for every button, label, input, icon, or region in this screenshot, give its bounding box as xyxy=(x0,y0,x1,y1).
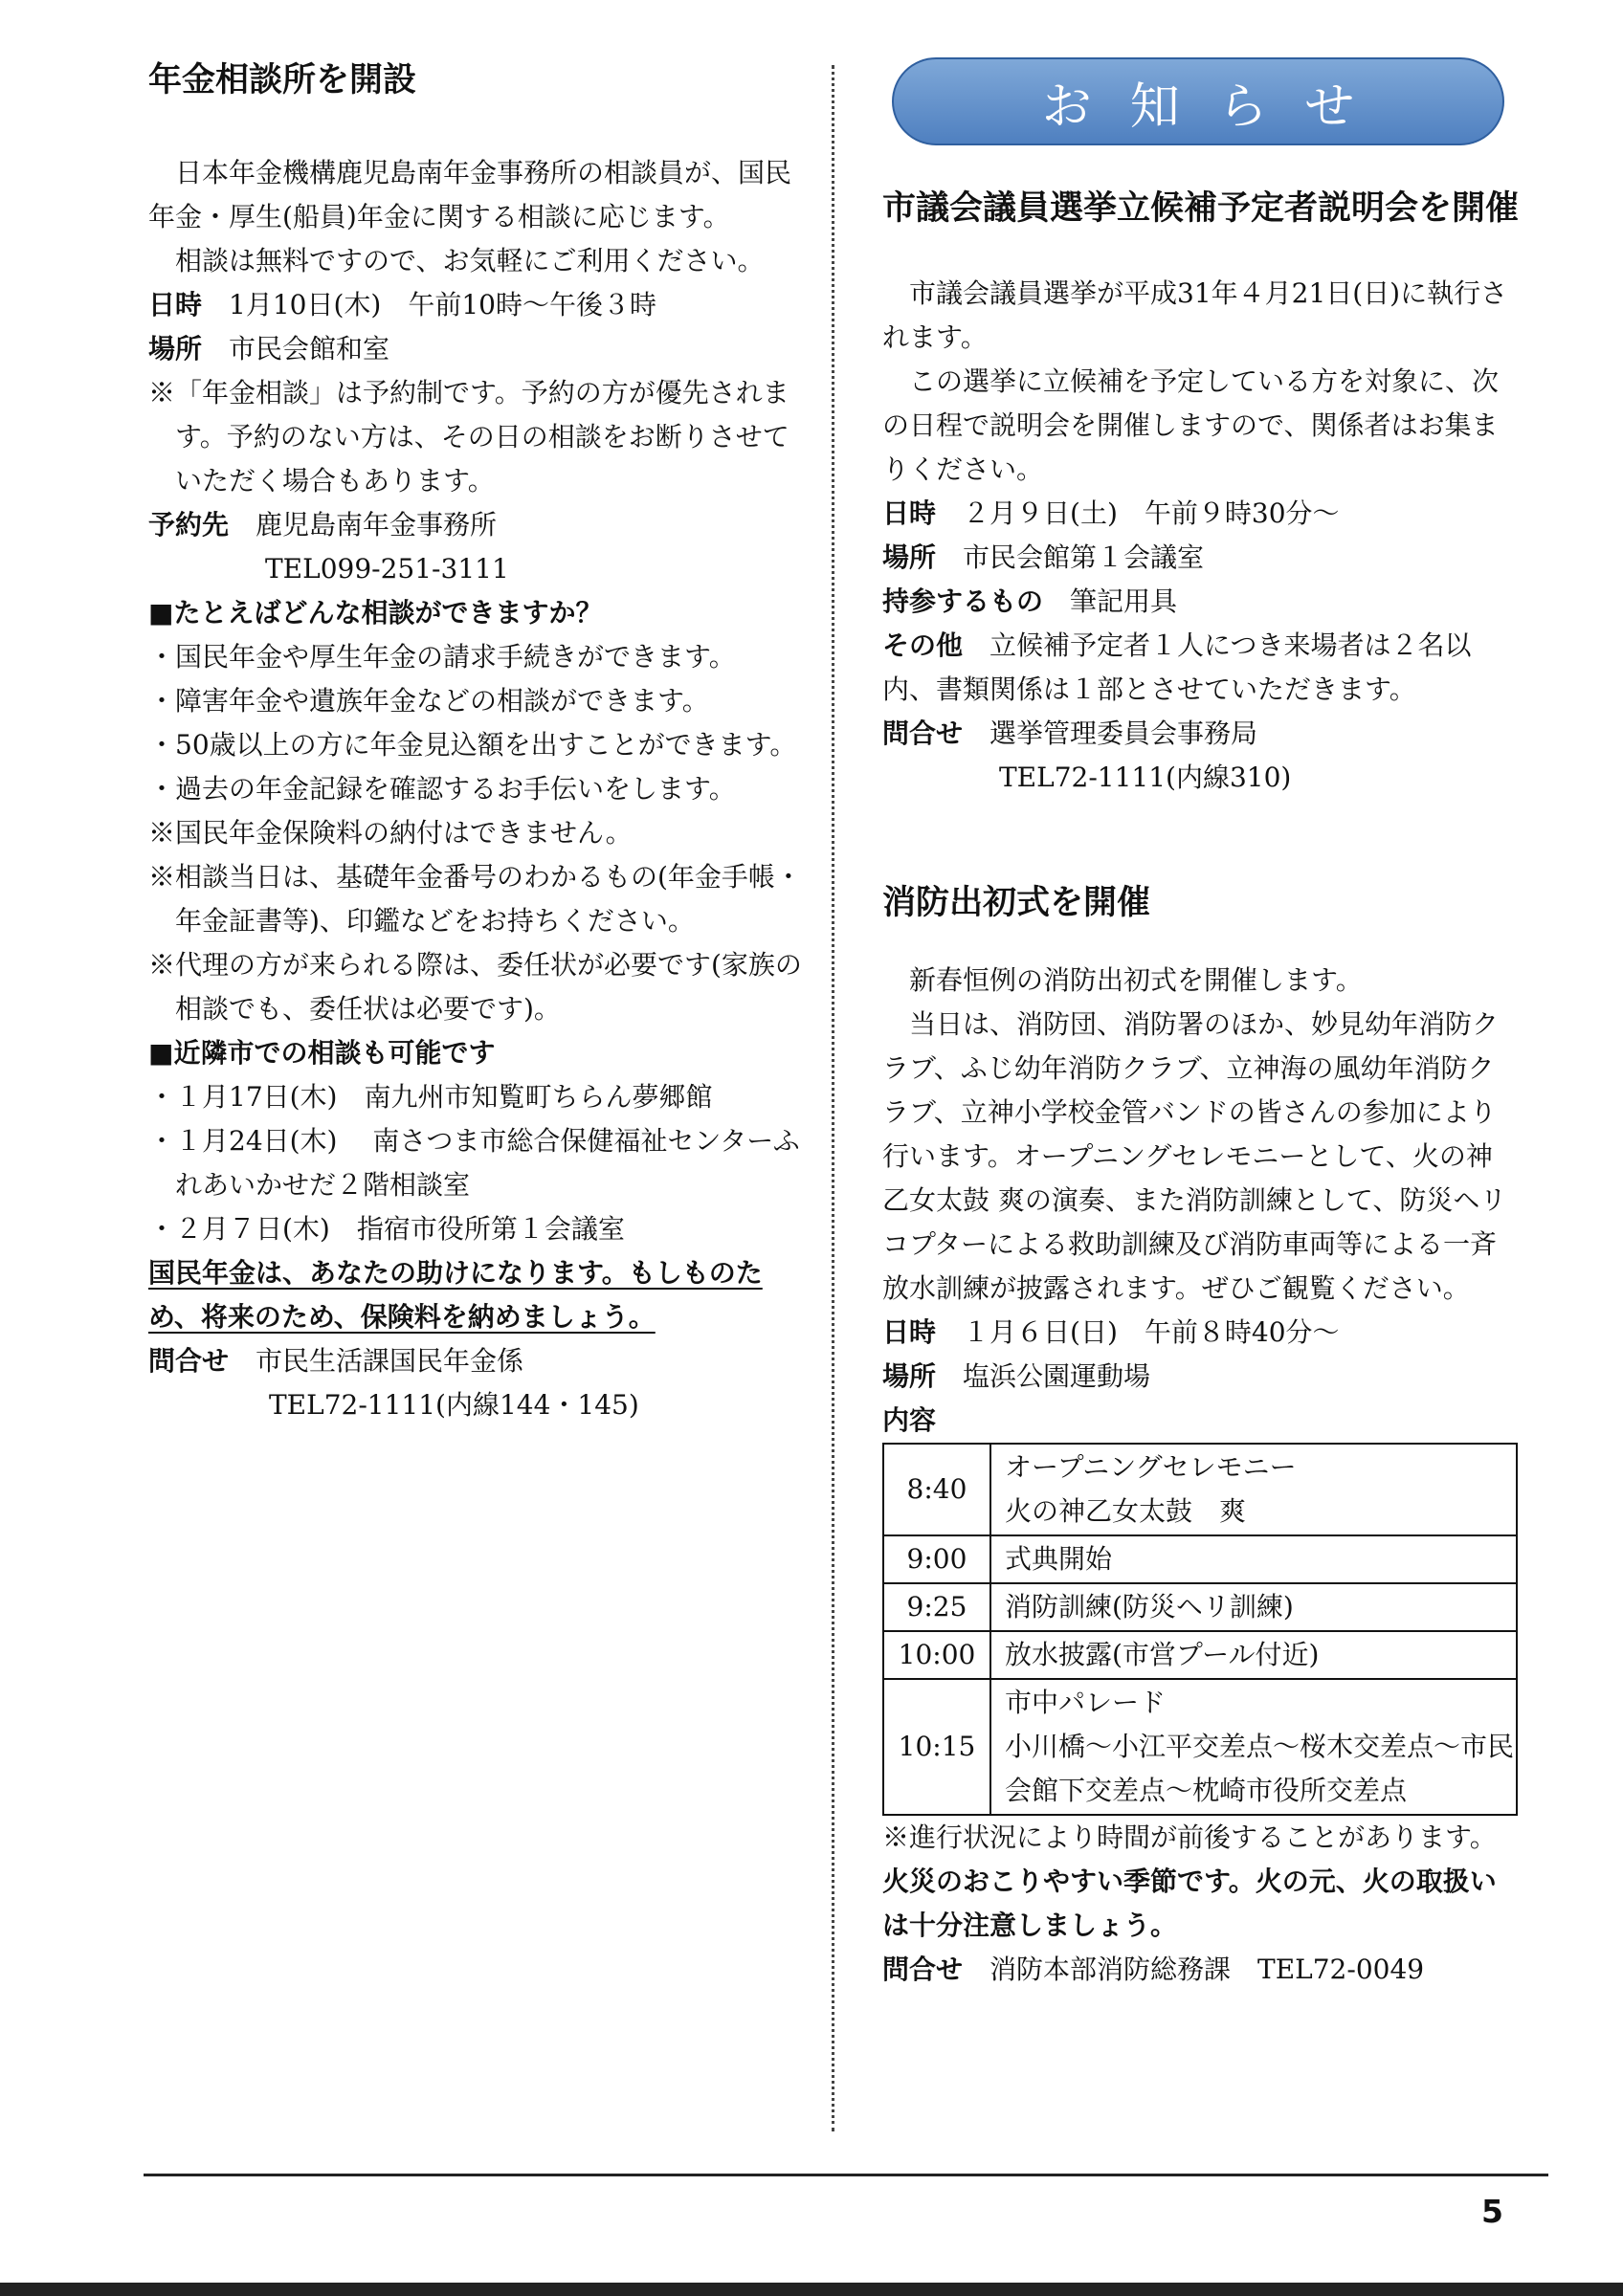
footer-band xyxy=(0,2283,1623,2296)
pension-intro-2: 相談は無料ですので、お気軽にご利用ください。 xyxy=(175,245,765,276)
fire-contact: 問合せ 消防本部消防総務課 TEL72-0049 xyxy=(882,1954,1425,1985)
election-contact: 問合せ 選挙管理委員会事務局 xyxy=(882,718,1258,749)
notices-column xyxy=(882,57,1519,1992)
notice-banner: お知らせ xyxy=(892,57,1504,145)
pension-title: 年金相談所を開設 xyxy=(148,61,417,99)
election-title: 市議会議員選挙立候補予定者説明会を開催 xyxy=(882,189,1520,228)
table-row xyxy=(883,1444,1517,1535)
schedule-content: オープニングセレモニー 火の神乙女太鼓 爽 xyxy=(990,1444,1517,1535)
election-intro-2: この選挙に立候補を予定している方を対象に、次の日程で説明会を開催しますので、関係者はお集まりください。 xyxy=(882,365,1500,485)
table-row xyxy=(883,1583,1517,1631)
pension-contact-tel: TEL72-1111(内線144・145) xyxy=(269,1389,639,1421)
schedule-time: 9:00 xyxy=(883,1535,990,1583)
election-intro-1: 市議会議員選挙が平成31年４月21日(日)に執行されます。 xyxy=(882,277,1508,353)
fire-intro-1: 新春恒例の消防出初式を開催します。 xyxy=(909,964,1363,996)
schedule-time: 10:15 xyxy=(883,1679,990,1815)
schedule-content: 消防訓練(防災ヘリ訓練) xyxy=(990,1583,1517,1631)
pension-contact: 問合せ 市民生活課国民年金係 xyxy=(148,1345,524,1377)
pension-note: ※相談当日は、基礎年金番号のわかるもの(年金手帳・年金証書等)、印鑑などをお持ちください。 xyxy=(148,861,802,937)
schedule-time: 8:40 xyxy=(883,1444,990,1535)
schedule-content: 放水披露(市営プール付近) xyxy=(990,1631,1517,1679)
page-number: 5 xyxy=(1481,2193,1503,2230)
schedule-time: 10:00 xyxy=(883,1631,990,1679)
example-item: ・国民年金や厚生年金の請求手続きができます。 xyxy=(148,641,736,673)
pension-place: 場所 市民会館和室 xyxy=(148,333,390,364)
pension-reserve: 予約先 鹿児島南年金事務所 xyxy=(148,509,498,541)
fire-title: 消防出初式を開催 xyxy=(882,884,1151,922)
pension-slogan: 国民年金は、あなたの助けになります。もしものため、将来のため、保険料を納めましょう。 xyxy=(148,1257,763,1333)
election-datetime: 日時 ２月９日(土) 午前９時30分～ xyxy=(882,497,1340,529)
pension-article xyxy=(148,57,809,1427)
nearby-item: ・２月７日(木) 指宿市役所第１会議室 xyxy=(148,1213,625,1245)
schedule-content: 式典開始 xyxy=(990,1535,1517,1583)
schedule-time: 9:25 xyxy=(883,1583,990,1631)
footer-rule xyxy=(144,2174,1548,2176)
election-contact-tel: TEL72-1111(内線310) xyxy=(999,762,1292,793)
fire-content-label: 内容 xyxy=(882,1404,937,1436)
pension-note: ※代理の方が来られる際は、委任状が必要です(家族の相談でも、委任状は必要です)。 xyxy=(148,949,802,1025)
election-place: 場所 市民会館第１会議室 xyxy=(882,541,1205,573)
pension-reserve-tel: TEL099-251-3111 xyxy=(265,553,509,585)
fire-place: 場所 塩浜公園運動場 xyxy=(882,1360,1151,1392)
example-item: ・50歳以上の方に年金見込額を出すことができます。 xyxy=(148,729,797,761)
example-item: ・障害年金や遺族年金などの相談ができます。 xyxy=(148,685,709,717)
pension-note: ※国民年金保険料の納付はできません。 xyxy=(148,817,633,849)
datetime-label: 日時 xyxy=(148,289,203,320)
place-label: 場所 xyxy=(148,333,203,364)
schedule-note: ※進行状況により時間が前後することがあります。 xyxy=(882,1821,1497,1853)
contact-label: 問合せ xyxy=(148,1345,230,1377)
table-row xyxy=(883,1631,1517,1679)
table-row xyxy=(883,1679,1517,1815)
reserve-label: 予約先 xyxy=(148,509,230,541)
nearby-item: ・１月17日(木) 南九州市知覧町ちらん夢郷館 xyxy=(148,1081,713,1113)
example-item: ・過去の年金記録を確認するお手伝いをします。 xyxy=(148,773,736,805)
fire-datetime: 日時 １月６日(日) 午前８時40分～ xyxy=(882,1316,1340,1348)
column-divider xyxy=(832,65,834,2131)
pension-reservation-note: ※「年金相談」は予約制です。予約の方が優先されます。予約のない方は、その日の相談をお断りさせていただく場合もあります。 xyxy=(148,377,789,497)
pension-intro-1: 日本年金機構鹿児島南年金事務所の相談員が、国民年金・厚生(船員)年金に関する相談に応じます。 xyxy=(148,157,792,232)
schedule-content: 市中パレード 小川橋～小江平交差点～桜木交差点～市民会館下交差点～枕崎市役所交差点 xyxy=(990,1679,1517,1815)
nearby-heading: ■近隣市での相談も可能です xyxy=(148,1037,496,1069)
fire-intro-2: 当日は、消防団、消防署のほか、妙見幼年消防クラブ、ふじ幼年消防クラブ、立神海の風幼年消防クラブ、立神小学校金管バンドの皆さんの参加により行います。オープニングセレモニーとして、火の神乙女太鼓 爽の演奏、また消防訓練として、防災ヘリコプターによる救助訓練及び消防車両等による一斉放水訓練が披露されます。ぜひご観覧ください。 xyxy=(882,1008,1507,1304)
nearby-item: ・１月24日(木) 南さつま市総合保健福祉センターふれあいかせだ２階相談室 xyxy=(148,1125,800,1201)
fire-warning: 火災のおこりやすい季節です。火の元、火の取扱いは十分注意しましょう。 xyxy=(882,1866,1497,1941)
election-bring: 持参するもの 筆記用具 xyxy=(882,585,1178,617)
pension-datetime: 日時 1月10日(木) 午前10時～午後３時 xyxy=(148,289,656,320)
table-row xyxy=(883,1535,1517,1583)
schedule-table xyxy=(882,1443,1518,1816)
election-other: その他 立候補予定者１人につき来場者は２名以内、書類関係は１部とさせていただきます。 xyxy=(882,629,1472,705)
examples-heading: ■たとえばどんな相談ができますか？ xyxy=(148,597,603,629)
